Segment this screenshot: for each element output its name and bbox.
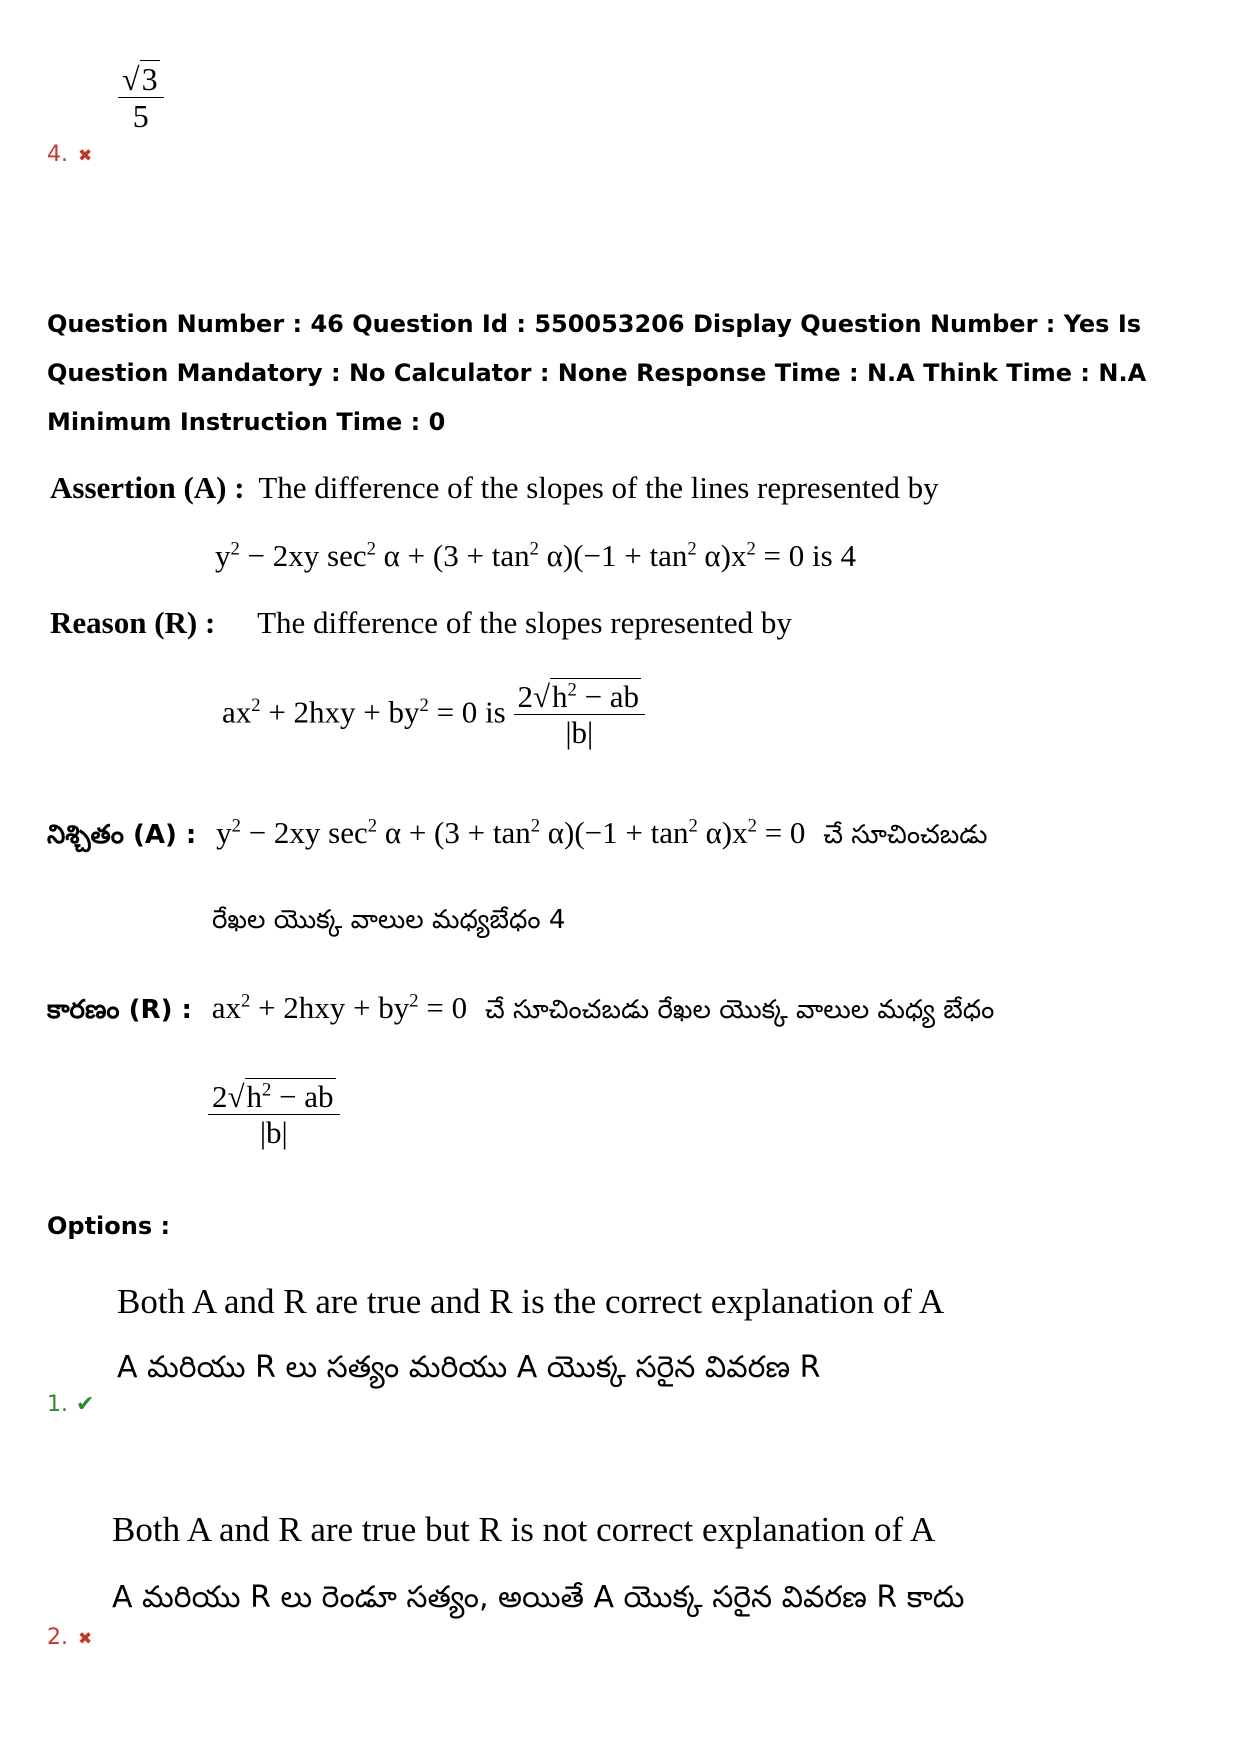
option-2-text-en: Both A and R are true but R is not correct explanation of A: [112, 1510, 936, 1549]
options-label: Options :: [47, 1212, 171, 1240]
prev-option-value: $\frac{√3}{5}$: [118, 62, 164, 135]
option-2-text-te: A మరియు R లు రెండూ సత్యం, అయితే A యొక్క సరైన వివరణ R కాదు: [112, 1580, 965, 1615]
option-1-number: 1. ✔: [47, 1392, 95, 1417]
prev-option-numerator: 3: [141, 61, 158, 97]
reason-te-label: కారణం (R) :: [47, 995, 192, 1025]
reason-equation: $ax^2 + 2hxy + by^2 = 0$ is $\frac{2√h^2 - ab}{|b|}$: [222, 680, 645, 751]
question-meta: Question Number : 46 Question Id : 550053206 Display Question Number : Yes Is Question Mandatory : No Calculator : None Response Time : N.A Think Time : N.A Minimum Instruction Time : 0: [47, 310, 1147, 436]
reason-label: Reason (R) :: [50, 605, 216, 640]
cross-icon: ✖: [78, 1629, 93, 1649]
check-icon: ✔: [76, 1392, 95, 1417]
reason-line: [50, 605, 792, 641]
assertion-equation: $y^2 - 2xy$ $\sec^2 \alpha + (3 + \tan^2 \alpha)(-1 + \tan^2 \alpha)x^2 = 0$ is 4: [215, 538, 856, 573]
reason-te-equation: $ax^2 + 2hxy + by^2 = 0$: [211, 990, 468, 1025]
assertion-te-line2: రేఖల యొక్క వాలుల మధ్యబేధం 4: [212, 905, 566, 935]
assertion-te-label: నిశ్చితం (A) :: [47, 820, 197, 850]
assertion-equation-tail: is 4: [812, 538, 856, 573]
assertion-label: Assertion (A) :: [50, 470, 245, 505]
slope-difference-fraction: $\frac{2√h^2 - ab}{|b|}$: [514, 680, 646, 751]
reason-te-line: [47, 990, 994, 1031]
prev-option-number: 4. ✖: [47, 142, 93, 167]
reason-te-fraction: $\frac{2√h^2 - ab}{|b|}$: [208, 1080, 340, 1151]
reason-text: The difference of the slopes represented by: [257, 605, 792, 640]
option-1-text-te: A మరియు R లు సత్యం మరియు A యొక్క సరైన వివరణ R: [117, 1350, 821, 1385]
reason-equation-tail: is: [485, 694, 506, 730]
assertion-text: The difference of the slopes of the lines represented by: [258, 470, 939, 505]
option-1-text-en: Both A and R are true and R is the correct explanation of A: [117, 1282, 945, 1321]
prev-option-denominator: 5: [132, 98, 149, 135]
assertion-te-tail: చే సూచించబడు: [823, 820, 988, 850]
cross-icon: ✖: [78, 146, 93, 166]
assertion-te-line: [47, 815, 988, 856]
option-2-number: 2. ✖: [47, 1625, 93, 1650]
assertion-te-equation: $y^2 - 2xy$ $\sec^2 \alpha + (3 + \tan^2 \alpha)(-1 + \tan^2 \alpha)x^2 = 0$: [216, 815, 806, 850]
reason-te-tail: చే సూచించబడు రేఖల యొక్క వాలుల మధ్య బేధం: [484, 995, 995, 1025]
assertion-line: [50, 470, 939, 506]
